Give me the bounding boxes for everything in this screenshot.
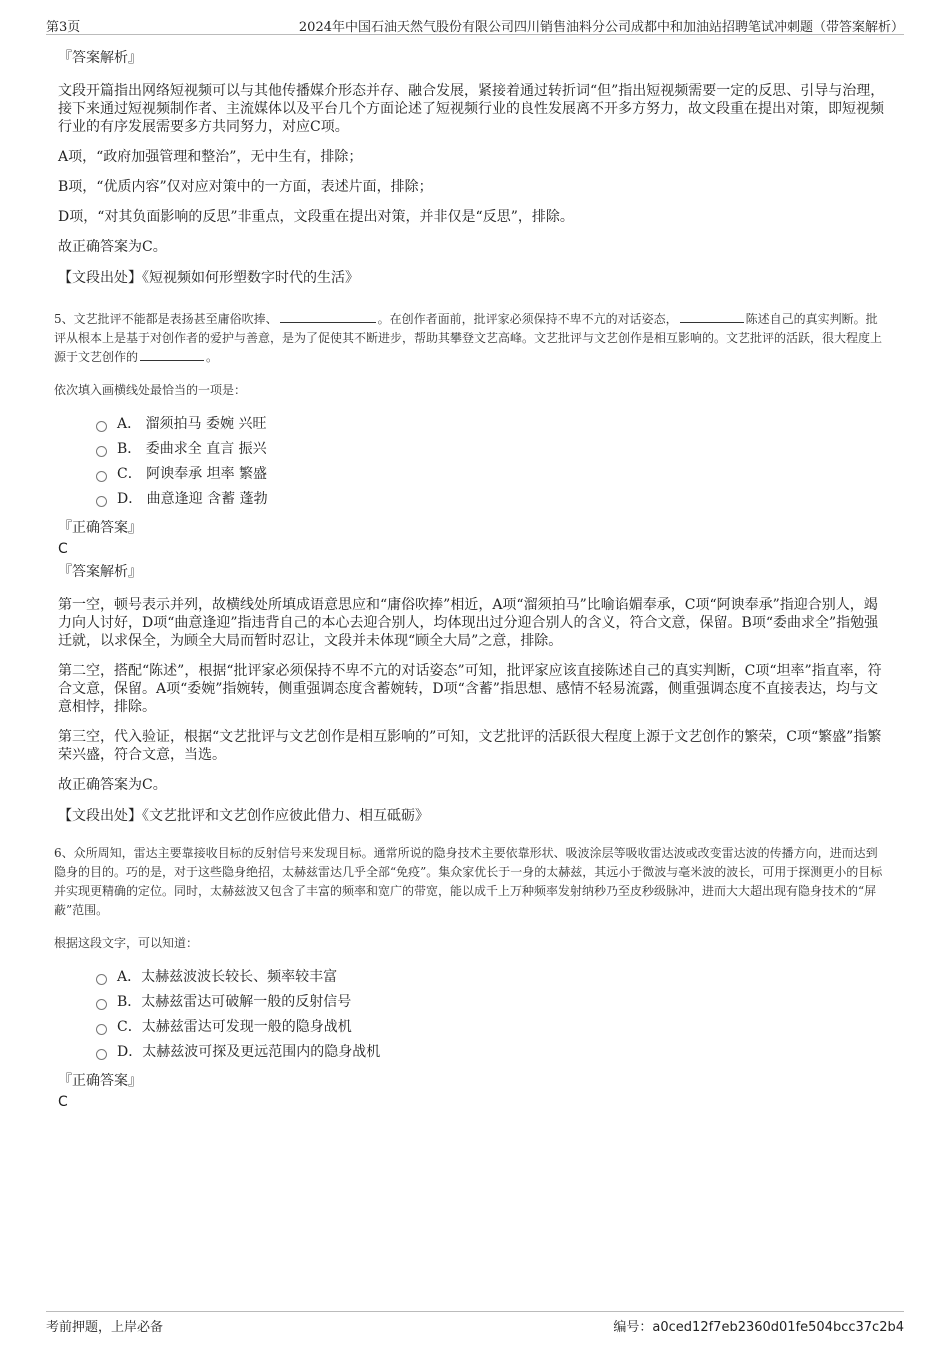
correct-answer: C <box>58 1094 68 1110</box>
analysis-paragraph: B项，“优质内容”仅对应对策中的一方面，表述片面，排除； <box>58 179 433 195</box>
correct-answer-label: 『正确答案』 <box>58 1073 142 1089</box>
question-5-stem: 5、文艺批评不能都是表扬甚至庸俗吹捧、 。在创作者面前，批评家必须保持不卑不亢的对话姿态， 陈述自己的真实判断。批评从根本上是基于对创作者的爱护与善意，是为了促使其不断进步，帮助其攀登文艺高峰。文艺批评与文艺创作是相互影响的。文艺批评的活跃，很大程度上源于文艺创作的 。 <box>54 312 883 364</box>
analysis-paragraph: 故正确答案为C。 <box>58 777 167 793</box>
analysis-paragraph: D项，“对其负面影响的反思”非重点，文段重在提出对策，并非仅是“反思”，排除。 <box>58 209 574 225</box>
question-6-prompt: 根据这段文字，可以知道： <box>54 936 199 950</box>
analysis-paragraph: 第一空，顿号表示并列，故横线处所填成语意思应和“庸俗吹捧”相近，A项“溜须拍马”比喻谄媚奉承，C项“阿谀奉承”指迎合别人，竭力向人讨好，D项“曲意逢迎”指违背自己的本心去迎合别人，均体现出过分迎合别人的含义，符合文意，保留。B项“委曲求全”指勉强迁就，以求保全，为顾全大局而暂时忍让，文段并未体现“顾全大局”之意，排除。 <box>58 597 879 649</box>
radio-icon[interactable] <box>96 1049 107 1060</box>
page-footer <box>46 1311 904 1338</box>
fill-blank[interactable] <box>280 310 376 323</box>
option-c[interactable]: C．太赫兹雷达可发现一般的隐身战机 <box>96 1015 888 1040</box>
fill-blank[interactable] <box>680 310 744 323</box>
passage-source: 【文段出处】《短视频如何形塑数字时代的生活》 <box>58 270 359 286</box>
page-number: 第3页 <box>46 20 81 35</box>
radio-icon[interactable] <box>96 999 107 1010</box>
analysis-paragraph: 第二空，搭配“陈述”，根据“批评家必须保持不卑不亢的对话姿态”可知，批评家应该直接陈述自己的真实判断，C项“坦率”指直率，符合文意，保留。A项“委婉”指婉转，侧重强调态度含蓄婉转，D项“含蓄”指思想、感情不轻易流露，侧重强调态度不直接表达，均与文意相悖，排除。 <box>58 663 882 715</box>
radio-icon[interactable] <box>96 1024 107 1035</box>
page-header <box>46 14 904 35</box>
option-a[interactable]: A．太赫兹波波长较长、频率较丰富 <box>96 965 888 990</box>
question-6-stem: 6、众所周知，雷达主要靠接收目标的反射信号来发现目标。通常所说的隐身技术主要依靠形状、吸波涂层等吸收雷达波或改变雷达波的传播方向，进而达到隐身的目的。巧的是，对于这些隐身绝招，太赫兹雷达几乎全部“免疫”。集众家优长于一身的太赫兹，其远小于微波与毫米波的波长，可用于探测更小的目标并实现更精确的定位。同时，太赫兹波又包含了丰富的频率和宽广的带宽，能以成千上万种频率发射纳秒乃至皮秒级脉冲，进而大大超出现有隐身技术的“屏蔽”范围。 <box>54 846 883 917</box>
radio-icon[interactable] <box>96 496 107 507</box>
correct-answer-label: 『正确答案』 <box>58 520 142 536</box>
analysis-label: 『答案解析』 <box>58 50 142 66</box>
page-content <box>54 44 888 1115</box>
radio-icon[interactable] <box>96 974 107 985</box>
question-6-options <box>96 965 888 1065</box>
option-d[interactable]: D．太赫兹波可探及更远范围内的隐身战机 <box>96 1040 888 1065</box>
radio-icon[interactable] <box>96 421 107 432</box>
analysis-paragraph: 文段开篇指出网络短视频可以与其他传播媒介形态并存、融合发展，紧接着通过转折词“但”指出短视频需要一定的反思、引导与治理，接下来通过短视频制作者、主流媒体以及平台几个方面论述了短视频行业的良性发展离不开多方努力，故文段重在提出对策，即短视频行业的有序发展需要多方共同努力，对应C项。 <box>58 83 885 135</box>
option-a[interactable]: A． 溜须拍马 委婉 兴旺 <box>96 412 888 437</box>
document-title: 2024年中国石油天然气股份有限公司四川销售油料分公司成都中和加油站招聘笔试冲刺题（带答案解析） <box>298 20 904 35</box>
analysis-paragraph: 故正确答案为C。 <box>58 239 167 255</box>
document-code: 编号：a0ced12f7eb2360d01fe504bcc37c2b4 <box>613 1320 904 1335</box>
passage-source: 【文段出处】《文艺批评和文艺创作应彼此借力、相互砥砺》 <box>58 808 429 824</box>
radio-icon[interactable] <box>96 471 107 482</box>
question-5-options <box>96 412 888 512</box>
analysis-paragraph: 第三空，代入验证，根据“文艺批评与文艺创作是相互影响的”可知，文艺批评的活跃很大程度上源于文艺创作的繁荣，C项“繁盛”指繁荣兴盛，符合文意，当选。 <box>58 729 882 763</box>
radio-icon[interactable] <box>96 446 107 457</box>
option-c[interactable]: C． 阿谀奉承 坦率 繁盛 <box>96 462 888 487</box>
option-d[interactable]: D． 曲意逢迎 含蓄 蓬勃 <box>96 487 888 512</box>
footer-slogan: 考前押题，上岸必备 <box>46 1320 164 1335</box>
analysis-label: 『答案解析』 <box>58 564 142 580</box>
option-b[interactable]: B． 委曲求全 直言 振兴 <box>96 437 888 462</box>
analysis-paragraph: A项，“政府加强管理和整治”，无中生有，排除； <box>58 149 363 165</box>
fill-blank[interactable] <box>140 348 204 361</box>
option-b[interactable]: B．太赫兹雷达可破解一般的反射信号 <box>96 990 888 1015</box>
question-5-prompt: 依次填入画横线处最恰当的一项是： <box>54 383 247 397</box>
correct-answer: C <box>58 541 68 557</box>
